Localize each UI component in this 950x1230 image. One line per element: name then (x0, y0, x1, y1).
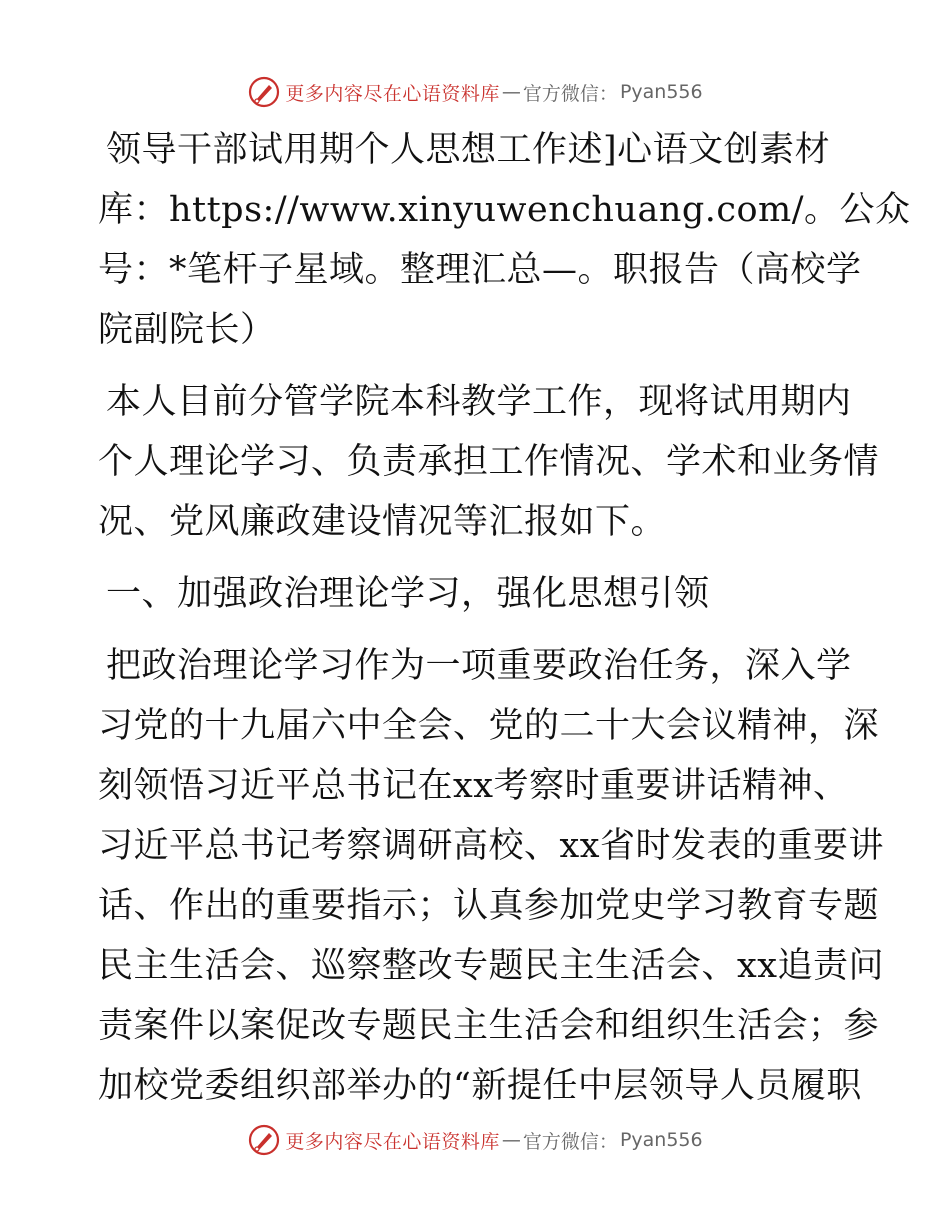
section-line: 把政治理论学习作为一项重要政治任务，深入学 (106, 646, 852, 686)
watermark-dash: — (501, 81, 521, 103)
header-watermark-banner (0, 72, 950, 112)
section-heading (98, 564, 858, 624)
watermark-brand-text: 更多内容尽在心语资料库 (285, 1130, 500, 1153)
section-line: 习近平总书记考察调研高校、xx省时发表的重要讲 (98, 826, 884, 866)
watermark-wechat-id: Pyan556 (619, 81, 703, 103)
intro-line: 况、党风廉政建设情况等汇报如下。 (98, 502, 667, 542)
watermark-brand-text: 更多内容尽在心语资料库 (285, 82, 500, 105)
section-line: 习党的十九届六中全会、党的二十大会议精神，深 (98, 706, 880, 746)
pen-logo-icon (247, 1123, 281, 1157)
title-line: 号：*笔杆子星域。整理汇总—。职报告（高校学 (98, 250, 862, 290)
document-body (98, 120, 911, 1116)
pen-logo-icon (247, 75, 281, 109)
intro-line: 本人目前分管学院本科教学工作，现将试用期内 (106, 382, 852, 422)
section-line: 责案件以案促改专题民主生活会和组织生活会；参 (98, 1006, 880, 1046)
title-line: 院副院长） (98, 310, 276, 350)
section-line: 话、作出的重要指示；认真参加党史学习教育专题 (98, 886, 880, 926)
section-line: 加校党委组织部举办的“新提任中层领导人员履职 (98, 1066, 862, 1106)
watermark-official-label: 官方微信： (522, 1130, 618, 1153)
section-line: 民主生活会、巡察整改专题民主生活会、xx追责问 (98, 946, 884, 986)
document-title (98, 120, 911, 360)
section-paragraph (98, 636, 884, 1116)
intro-paragraph (98, 372, 880, 552)
watermark-wechat-id: Pyan556 (619, 1129, 703, 1151)
section-heading-text: 一、加强政治理论学习，强化思想引领 (106, 574, 710, 614)
watermark-official-label: 官方微信： (522, 82, 618, 105)
title-line: 库：https://www.xinyuwenchuang.com/。公众 (98, 190, 911, 230)
title-line: 领导干部试用期个人思想工作述]心语文创素材 (106, 130, 831, 170)
intro-line: 个人理论学习、负责承担工作情况、学术和业务情 (98, 442, 880, 482)
footer-watermark-banner (0, 1120, 950, 1160)
section-line: 刻领悟习近平总书记在xx考察时重要讲话精神、 (98, 766, 849, 806)
watermark-dash: — (501, 1129, 521, 1151)
